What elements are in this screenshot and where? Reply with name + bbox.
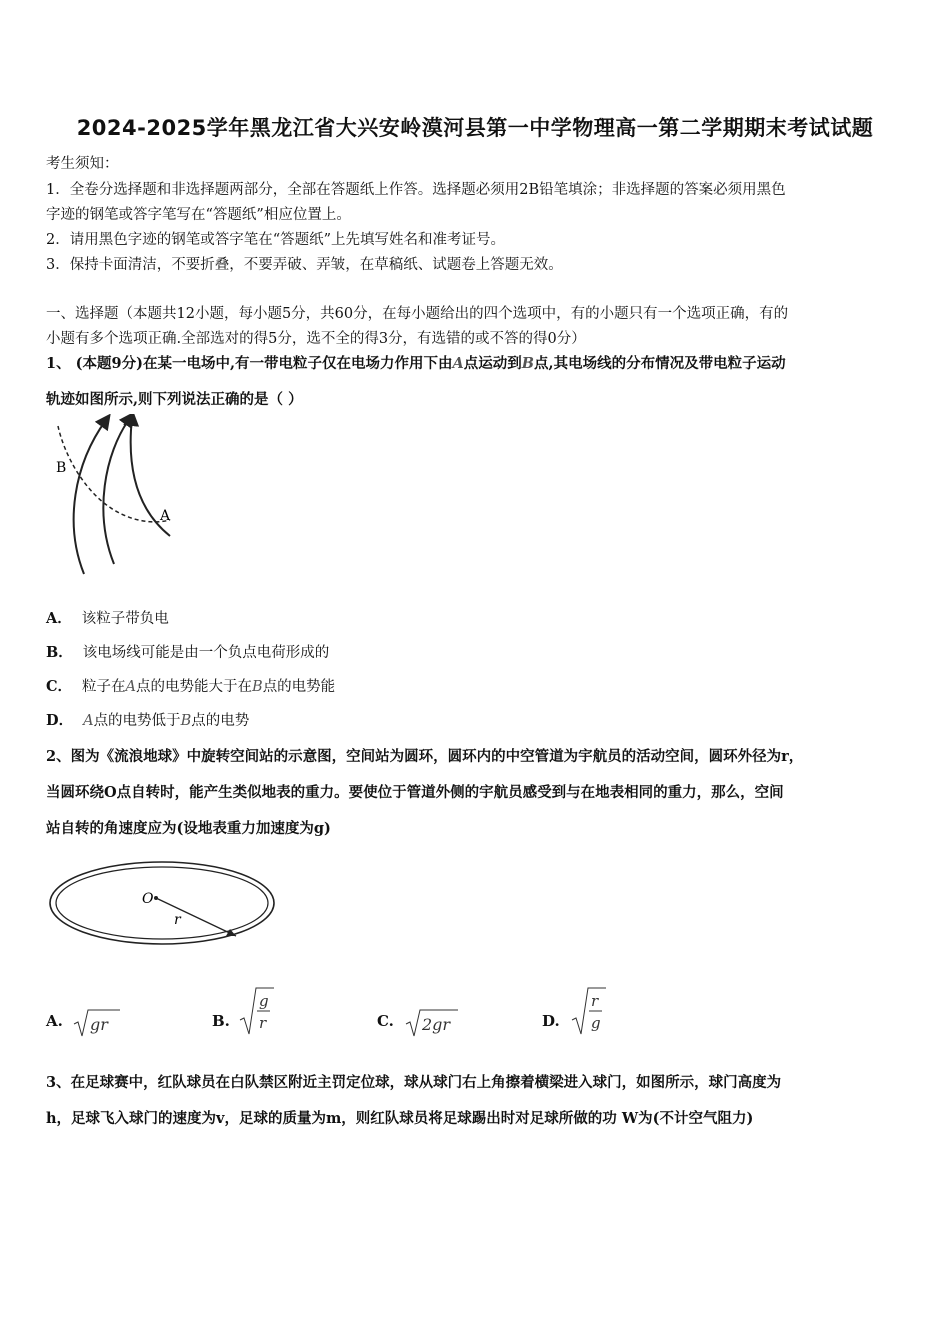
question-2-line1: 2、图为《流浪地球》中旋转空间站的示意图，空间站为圆环，圆环内的中空管道为宇航员的活动空间，圆环外径为r， [46,748,804,765]
ring-inner [56,867,268,939]
radius-label: r [174,912,181,928]
option-text: 点的电势能 [262,679,336,695]
radius-line [156,898,236,936]
option-key: C． [46,678,73,695]
option-key: B． [46,644,73,661]
q2-option-d-formula [570,986,610,1038]
option-var: B [252,679,263,695]
field-line [103,418,130,564]
q2-option-c-formula [404,1006,460,1040]
section-heading-line2: 小题有多个选项正确.全部选对的得5分，选不全的得3分，有选错的或不答的得0分） [46,331,586,347]
electric-field-figure [44,414,184,580]
question-1-line2: 轨迹如图所示,则下列说法正确的是（ ） [46,391,303,408]
option-key: D. [542,1012,560,1030]
q1-text: 点,其电场线的分布情况及带电粒子运动 [534,355,786,372]
q2-option-c[interactable] [377,1012,394,1030]
question-2-line2: 当圆环绕O点自转时，能产生类似地表的重力。要使位于管道外侧的宇航员感受到与在地表相同的重力，那么，空间 [46,784,784,801]
q1-option-b[interactable] [46,641,329,662]
field-line [74,420,106,574]
numerator: r [591,992,599,1010]
page-title: 2024-2025学年黑龙江省大兴安岭漠河县第一中学物理高一第二学期期末考试试题 [76,116,874,140]
notice-item: 1．全卷分选择题和非选择题两部分，全部在答题纸上作答。选择题必须用2B铅笔填涂；非选择题的答案必须用黑色 [46,182,786,198]
point-b-label: B [56,460,67,476]
denominator: r [259,1014,267,1032]
option-key: D． [46,712,74,729]
notice-item: 字迹的钢笔或答字笔写在“答题纸”相应位置上。 [46,207,351,223]
notice-item: 3．保持卡面清洁，不要折叠，不要弄破、弄皱，在草稿纸、试题卷上答题无效。 [46,257,563,273]
q2-option-a[interactable] [46,1012,63,1030]
option-key: A． [46,610,72,627]
q1-var-a: A [452,355,464,372]
radicand: 2gr [422,1015,451,1034]
q1-option-c[interactable] [46,675,335,696]
q2-option-a-formula [72,1006,122,1040]
option-var: A [125,679,137,695]
space-station-figure [46,858,282,950]
q1-var-b: B [521,355,535,372]
point-a-label: A [160,508,171,524]
numerator: g [259,992,269,1010]
option-text: 点的电势能大于在 [136,679,253,695]
ring-outer [50,862,274,944]
option-text: 粒子在 [82,679,126,695]
option-text: 点的电势低于 [93,713,181,729]
q1-text: 点运动到 [463,355,522,372]
option-text: 该粒子带负电 [81,611,169,627]
section-heading-line1: 一、选择题（本题共12小题，每小题5分，共60分，在每小题给出的四个选项中，有的小题只有一个选项正确，有的 [46,306,789,322]
question-3-line2: h，足球飞入球门的速度为v，足球的质量为m，则红队球员将足球踢出时对足球所做的功 W为(不计空气阻力) [46,1110,754,1127]
q1-option-a[interactable] [46,607,169,628]
question-3-line1: 3、在足球赛中，红队球员在白队禁区附近主罚定位球，球从球门右上角擦着横梁进入球门，如图所示，球门高度为 [46,1074,782,1091]
option-text: 点的电势 [191,713,250,729]
option-key: A. [46,1012,63,1030]
question-1-line1 [46,352,786,373]
notice-item: 2．请用黑色字迹的钢笔或答字笔在“答题纸”上先填写姓名和准考证号。 [46,232,506,248]
q2-option-b[interactable] [212,1012,230,1030]
question-2-line3: 站自转的角速度应为(设地表重力加速度为g) [46,820,331,837]
option-var: A [83,713,94,729]
q2-option-d[interactable] [542,1012,560,1030]
notice-heading: 考生须知： [46,156,119,172]
q2-option-b-formula [238,986,278,1038]
center-label: O [142,891,154,907]
radicand: gr [90,1015,108,1034]
q1-text: 1、 (本题9分)在某一电场中,有一带电粒子仅在电场力作用下由 [46,355,453,372]
option-key: C. [377,1012,394,1030]
option-text: 该电场线可能是由一个负点电荷形成的 [82,645,330,661]
option-key: B. [212,1012,230,1030]
denominator: g [591,1014,601,1032]
q1-option-d[interactable] [46,709,249,730]
option-var: B [180,713,192,729]
